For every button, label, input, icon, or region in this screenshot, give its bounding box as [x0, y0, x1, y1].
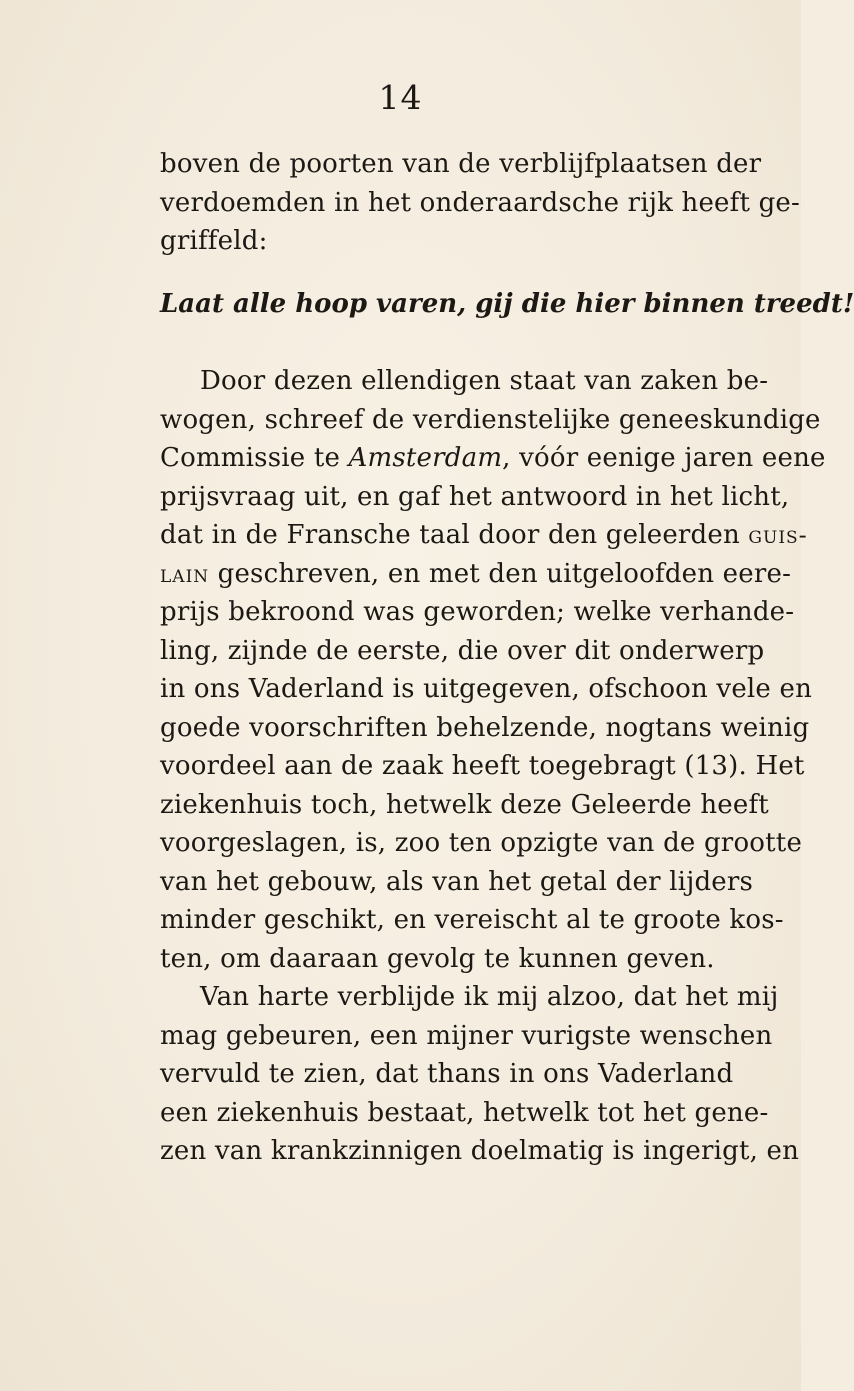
text-line: voorgeslagen, is, zoo ten opzigte van de grootte	[160, 828, 803, 858]
text-line	[160, 439, 826, 478]
motto-quote: Laat alle hoop varen, gij die hier binnen treedt!	[160, 289, 854, 319]
page-number: 14	[378, 78, 423, 117]
text-line	[160, 555, 792, 594]
text-line: in ons Vaderland is uitgegeven, ofschoon vele en	[160, 674, 813, 704]
author-name: guis-	[748, 521, 808, 549]
text-line: vervuld te zien, dat thans in ons Vaderland	[160, 1059, 734, 1089]
text-line: ling, zijnde de eerste, die over dit onderwerp	[160, 635, 765, 666]
text-line: voordeel aan de zaak heeft toegebragt (13). Het	[160, 751, 805, 781]
paragraph-commissie	[160, 362, 826, 978]
text-line: minder geschikt, en vereischt al te groote kos-	[160, 905, 784, 935]
text-line: een ziekenhuis bestaat, hetwelk tot het gene-	[160, 1097, 769, 1128]
text-line: mag gebeuren, een mijner vurigste wenschen	[160, 1020, 773, 1051]
text-line: prijs bekroond was geworden; welke verhande-	[160, 597, 795, 627]
author-name: lain	[160, 559, 210, 588]
place-name: Amsterdam	[348, 443, 503, 473]
text-line: griffeld:	[160, 226, 268, 256]
text-line: ziekenhuis toch, hetwelk deze Geleerde heeft	[160, 789, 769, 820]
text-line: prijsvraag uit, en gaf het antwoord in het licht,	[160, 481, 790, 512]
text-line	[160, 516, 808, 555]
text-line: verdoemden in het onderaardsche rijk heeft ge-	[160, 187, 800, 218]
text-line: van het gebouw, als van het getal der lijders	[160, 866, 754, 897]
text-line: wogen, schreef de verdienstelijke geneeskundige	[160, 404, 821, 435]
paragraph-continuation	[160, 145, 800, 261]
text-line: boven de poorten van de verblijfplaatsen der	[160, 149, 762, 179]
text-line: ten, om daaraan gevolg te kunnen geven.	[160, 943, 715, 974]
text-fragment: dat in de Fransche taal door den geleerden	[160, 520, 749, 550]
text-fragment: , vóór eenige jaren eene	[502, 443, 826, 473]
text-fragment: geschreven, en met den uitgeloofden eere-	[209, 558, 792, 589]
text-line: zen van krankzinnigen doelmatig is ingerigt, en	[160, 1136, 800, 1166]
text-line: Door dezen ellendigen staat van zaken be-	[200, 366, 769, 396]
text-line: goede voorschriften behelzende, nogtans weinig	[160, 712, 810, 743]
text-line: Van harte verblijde ik mij alzoo, dat het mij	[200, 982, 779, 1012]
paragraph-ziekenhuis	[160, 978, 800, 1171]
text-fragment: Commissie te	[160, 443, 349, 473]
